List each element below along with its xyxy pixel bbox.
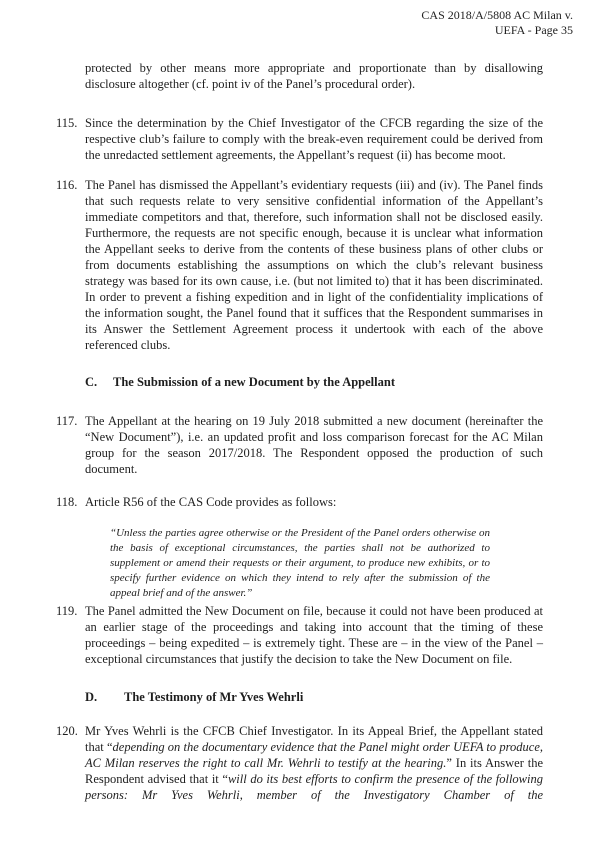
paragraph-number-120: 120. <box>56 724 78 738</box>
numbered-paragraph-117 <box>56 413 543 477</box>
numbered-paragraph-119 <box>56 603 543 667</box>
blockquote-cas-code-r56: “Unless the parties agree otherwise or the President of the Panel orders otherwise on the basis of exceptional circumstances, the parties shall not be authorized to supplement or amend their requests or their argument, to produce new exhibits, or to specify further evidence on which they intend to rely after the submission of the appeal brief and of the answer.” <box>110 527 490 599</box>
paragraph-text-115: Since the determination by the Chief Investigator of the CFCB regarding the size of the respective club’s failure to comply with the break-even requirement could be derived from the unredacted settlement agreements, the Appellant’s request (ii) has become moot. <box>85 116 543 162</box>
paragraph-number-116: 116. <box>56 178 78 192</box>
paragraph-text-116: The Panel has dismissed the Appellant’s evidentiary requests (iii) and (iv). The Panel finds that such requests relate to very sensitive confidential information of the Appellant’s immediate competitors and that, therefore, such information shall not be disclosed easily. Furthermore, the requests are not specific enough, because it is unclear what information the Appellant seeks to derive from the contents of these business plans of other clubs or from documents establishing the assumptions on which the club’s relevant business strategy was based for its own cause, i.e. (but not limited to) that it has been discriminated. In order to prevent a fishing expedition and in light of the confidentiality implications of the information sought, the Panel found that it suffices that the Respondent summarises in its Answer the Settlement Agreement process it undertook with each of the above referenced clubs. <box>85 178 543 352</box>
paragraph-120-normal-1: Mr Yves Wehrli is the CFCB Chief Investigator. In its Appeal Brief, the Appellant stated that “ <box>85 724 543 754</box>
section-d-letter: D. <box>85 690 98 704</box>
paragraph-text-117: The Appellant at the hearing on 19 July 2018 submitted a new document (hereinafter the “New Document”), i.e. an updated profit and loss comparison forecast for the AC Milan group for the season 2017/2018. The Respondent opposed the production of such document. <box>85 414 543 476</box>
numbered-paragraph-116 <box>56 177 543 353</box>
section-heading-c <box>85 374 543 390</box>
section-d-title: The Testimony of Mr Yves Wehrli <box>124 690 304 704</box>
header-case-reference: CAS 2018/A/5808 AC Milan v. <box>421 8 573 22</box>
numbered-paragraph-115 <box>56 115 543 163</box>
paragraph-text-120 <box>85 723 543 803</box>
paragraph-120-quoted-italic-1: depending on the documentary evidence that the Panel might order UEFA to produce, AC Milan reserves the right to call Mr. Wehrli to testify at the hearing. <box>85 740 543 770</box>
paragraph-120-quoted-italic-2: will do its best efforts to confirm the presence of the following persons: Mr Yves Wehrli, member of the Investigatory Chamber of the <box>85 772 543 802</box>
paragraph-120-normal-2: ” In its Answer the Respondent advised that it “ <box>85 756 543 786</box>
paragraph-text-119: The Panel admitted the New Document on file, because it could not have been produced at an earlier stage of the proceedings and taking into account that the timing of these proceedings – being expedited – is extremely tight. These are – in the view of the Panel – exceptional circumstances that justify the decision to take the New Document on file. <box>85 604 543 666</box>
header-page-number: UEFA - Page 35 <box>494 23 573 37</box>
paragraph-number-117: 117. <box>56 414 78 428</box>
paragraph-number-118: 118. <box>56 495 78 509</box>
numbered-paragraph-120 <box>56 723 543 803</box>
section-c-letter: C. <box>85 375 98 389</box>
numbered-paragraph-118 <box>56 494 543 510</box>
section-heading-d <box>85 689 543 705</box>
paragraph-number-119: 119. <box>56 604 78 618</box>
header-citation <box>421 8 573 38</box>
paragraph-number-115: 115. <box>56 116 78 130</box>
paragraph-text-118: Article R56 of the CAS Code provides as follows: <box>85 495 337 509</box>
section-c-title: The Submission of a new Document by the Appellant <box>113 375 395 389</box>
paragraph-continuation: protected by other means more appropriate and proportionate than by disallowing disclosure altogether (cf. point iv of the Panel’s procedural order). <box>85 61 543 91</box>
